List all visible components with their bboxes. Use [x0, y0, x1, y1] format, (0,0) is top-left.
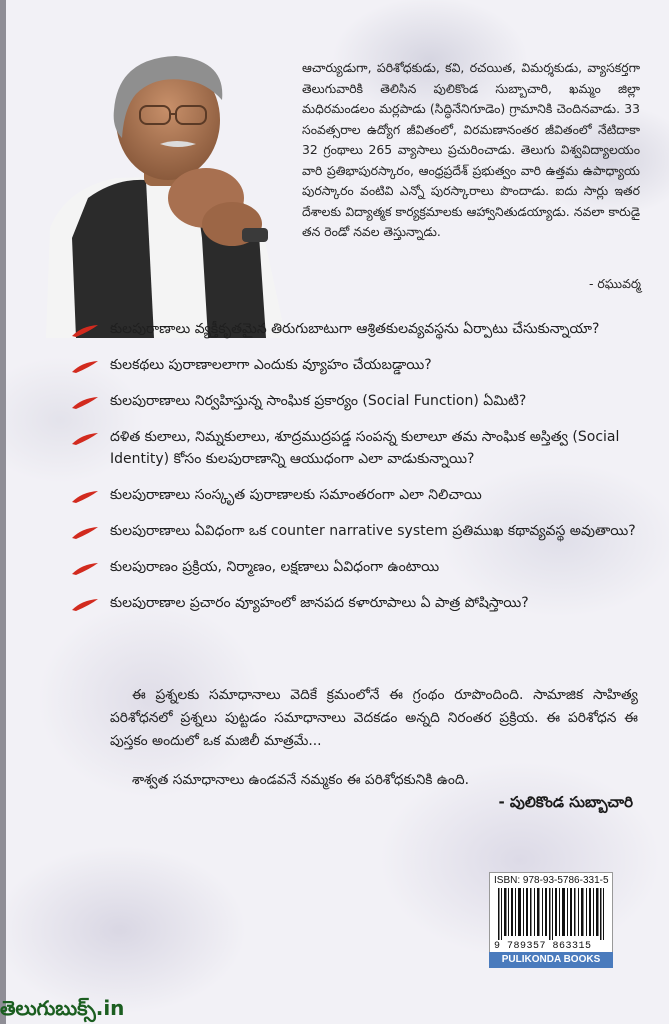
question-text: కులపురాణాలు సంస్కృత పురాణాలకు సమాంతరంగా ఎలా నిలిచాయి [110, 487, 482, 503]
closing-paragraph: ఈ ప్రశ్నలకు సమాధానాలు వెదికే క్రమంలోనే ఈ గ్రంథం రూపొందింది. సామాజిక సాహిత్య పరిశోధనలో ప్రశ్నలు పుట్టడం సమాధానాలు వెదకడం అన్నది నిరంతర ప్రక్రియ. ఈ పరిశోధన ఈ పుస్తకం అందులో ఒక మజిలీ మాత్రమే... [110, 687, 638, 749]
publisher-label: PULIKONDA BOOKS [489, 952, 613, 968]
question-item [70, 520, 642, 542]
red-brushstroke-icon [70, 396, 100, 410]
question-item [70, 354, 642, 376]
question-list [70, 318, 642, 614]
question-text: కులపురాణాలు నిర్వహిస్తున్న సాంఘిక ప్రకార్యం (Social Function) ఏమిటి? [110, 393, 527, 409]
red-brushstroke-icon [70, 490, 100, 504]
question-item [70, 426, 642, 470]
question-text: కులకథలు పురాణాలలాగా ఎందుకు వ్యూహం చేయబడ్డాయి? [110, 357, 432, 373]
red-brushstroke-icon [70, 432, 100, 446]
site-watermark: తెలుగుబుక్స్.in [0, 996, 125, 1020]
red-brushstroke-icon [70, 360, 100, 374]
question-text: కులపురాణాలు వ్యక్తీకృతమైన తిరుగుబాటుగా ఆశ్రితకులవ్యవస్థను ఏర్పాటు చేసుకున్నాయా? [110, 321, 600, 337]
author-portrait [36, 38, 298, 338]
spine-edge [0, 0, 6, 1024]
question-text: కులపురాణం ప్రక్రియ, నిర్మాణం, లక్షణాలు ఏవిధంగా ఉంటాయి [110, 559, 440, 575]
author-bio: ఆచార్యుడుగా, పరిశోధకుడు, కవి, రచయిత, విమర్శకుడు, వ్యాసకర్తగా తెలుగువారికి తెలిసిన పులికొండ సుబ్బాచారి, ఖమ్మం జిల్లా మధిరమండలం మర్లపాడు (సిద్ధినేనిగూడెం) గ్రామానికి చెందినవాడు. 33 సంవత్సరాల ఉద్యోగ జీవితంలో, విరమణానంతర జీవితంలో నేటిదాకా 32 గ్రంథాలు 265 వ్యాసాలు ప్రచురించాడు. తెలుగు విశ్వవిద్యాలయం వారి ప్రతిభాపురస్కారం, ఆంధ్రప్రదేశ్ ప్రభుత్వం వారి ఉత్తమ ఉపాధ్యాయ పురస్కారం వంటివి ఎన్నో పురస్కారాలు పొందాడు. ఐదు సార్లు ఇతర దేశాలకు విద్యాత్మక కార్యక్రమాలకు ఆహ్వానితుడయ్యాడు. నవలా కారుడై తన రెండో నవల తెస్తున్నాడు. [302, 60, 640, 239]
question-item [70, 318, 642, 340]
author-signature: - పులికొండ సుబ్బాచారి [498, 793, 633, 811]
question-text: కులపురాణాల ప్రచారం వ్యూహంలో జానపద కళారూపాలు ఏ పాత్ర పోషిస్తాయి? [110, 595, 529, 611]
question-item [70, 592, 642, 614]
red-brushstroke-icon [70, 562, 100, 576]
closing-text [110, 684, 638, 792]
isbn-label: ISBN: 978-93-5786-331-5 [494, 875, 609, 886]
question-text: కులపురాణాలు ఏవిధంగా ఒక counter narrative system ప్రతిముఖ కథావ్యవస్థ అవుతాయి? [110, 523, 636, 539]
barcode-digits: 9 789357 863315 [494, 941, 592, 952]
question-item [70, 390, 642, 412]
bio-signature: - రఘువర్మ [588, 276, 641, 291]
closing-paragraph: శాశ్వత సమాధానాలు ఉండవనే నమ్మకం ఈ పరిశోధకునికి ఉంది. [132, 772, 470, 788]
red-brushstroke-icon [70, 526, 100, 540]
barcode-icon [496, 888, 606, 940]
question-text: దళిత కులాలు, నిమ్నకులాలు, శూద్రముద్రపడ్డ సంపన్న కులాలూ తమ సాంఘిక అస్తిత్వ (Social Identity) కోసం కులపురాణాన్ని ఆయుధంగా ఎలా వాడుకున్నాయి? [110, 429, 620, 467]
question-item [70, 556, 642, 578]
question-item [70, 484, 642, 506]
red-brushstroke-icon [70, 324, 100, 338]
red-brushstroke-icon [70, 598, 100, 612]
